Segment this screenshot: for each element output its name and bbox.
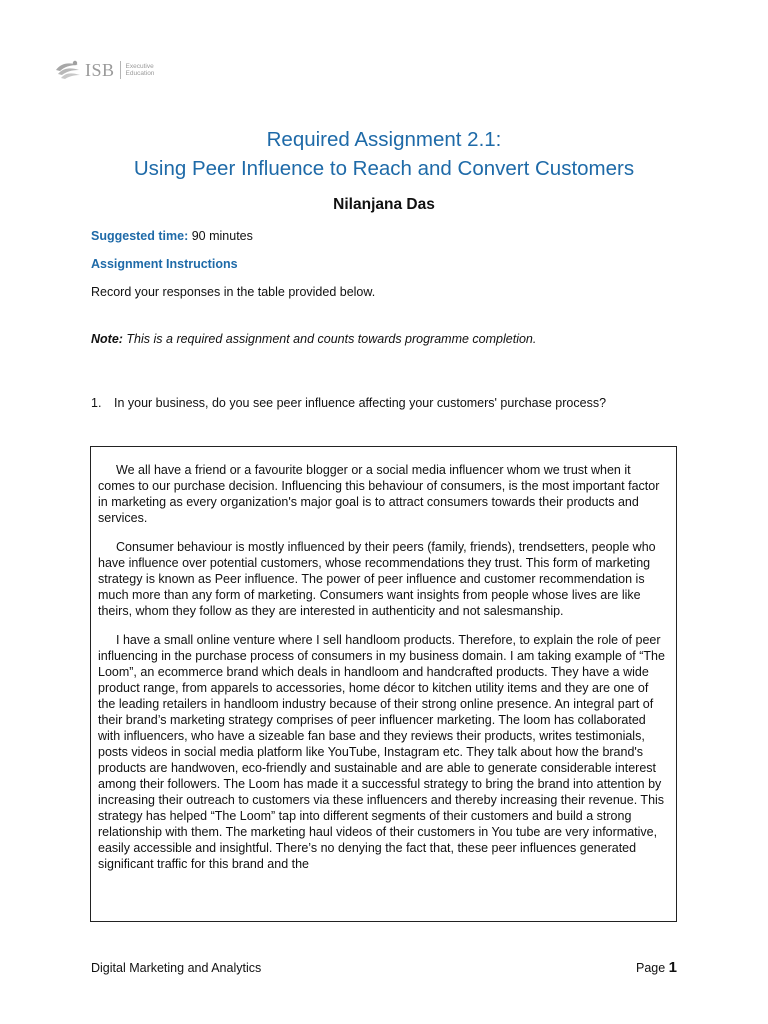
title-line-1: Required Assignment 2.1:: [266, 128, 502, 151]
answer-paragraph-1: We all have a friend or a favourite blogger or a social media influencer whom we trust when it comes to our purchase decision. Influencing this behaviour of consumers, is the most important factor in marketing as every organization's major goal is to attract consumers towards their products and services.: [98, 463, 660, 525]
answer-paragraph-2: Consumer behaviour is mostly influenced by their peers (family, friends), trendsetters, people who have influence over potential customers, whose recommendations they trust. This form of marketing strategy is known as Peer influence. The power of peer influence and customer recommendation is much more than any form of marketing. Consumers want insights from people whose lives are like theirs, whom they follow as they are interested in authenticity and not salesmanship.: [98, 540, 656, 618]
question-number: 1.: [91, 396, 102, 410]
suggested-time-label: Suggested time:: [91, 229, 189, 243]
isb-bird-logo-icon: [54, 58, 82, 82]
footer-page-label: Page: [635, 961, 669, 975]
logo-divider: [120, 61, 121, 79]
note: [91, 332, 536, 346]
author-name: Nilanjana Das: [333, 196, 435, 213]
title-line-2: Using Peer Influence to Reach and Convert Customers: [133, 157, 635, 180]
logo-subtitle: [126, 63, 155, 77]
instructions-heading: Assignment Instructions: [91, 257, 238, 271]
note-label: Note:: [91, 332, 123, 346]
suggested-time: [91, 229, 253, 243]
isb-logo: [54, 58, 154, 82]
answer-paragraph-3: I have a small online venture where I sell handloom products. Therefore, to explain the role of peer influencing in the purchase process of consumers in my business domain. I am taking example of “The Loom”, an ecommerce brand which deals in handloom and handcrafted products. They have a wide product range, from apparels to accessories, home décor to kitchen utility items and they are one of the leading retailers in handloom industry because of their strong online presence. An integral part of their brand’s marketing strategy comprises of peer influencer marketing. The loom has collaborated with influencers, who have a sizeable fan base and they reviews their products, writes testimonials, posts videos in social media platform like YouTube, Instagram etc. They talk about how the brand's products are handwoven, eco-friendly and sustainable and are able to generate considerable interest among their followers. The Loom has made it a successful strategy to bring the brand into attention by increasing their outreach to customers via these influencers and thereby increasing their revenue. This strategy has helped “The Loom” tap into different segments of their customers and build a strong relationship with them. The marketing haul videos of their customers in You tube are very informative, easily accessible and insightful. There’s no denying the fact that, these peer influences generated significant traffic for this brand and the: [98, 633, 665, 871]
record-instruction: Record your responses in the table provided below.: [91, 285, 376, 299]
logo-sub-line2: Education: [125, 70, 155, 77]
footer-page-indicator: [636, 959, 677, 976]
logo-brand: ISB: [85, 59, 115, 80]
suggested-time-value: 90 minutes: [188, 229, 253, 243]
logo-sub-line1: Executive: [125, 63, 154, 70]
question-text: In your business, do you see peer influence affecting your customers' purchase process?: [114, 396, 607, 410]
footer-page-number: 1: [668, 959, 677, 976]
note-text: This is a required assignment and counts towards programme completion.: [122, 332, 537, 346]
question-1: [91, 396, 606, 410]
answer-box: [90, 446, 677, 922]
footer-course-name: Digital Marketing and Analytics: [91, 961, 262, 975]
